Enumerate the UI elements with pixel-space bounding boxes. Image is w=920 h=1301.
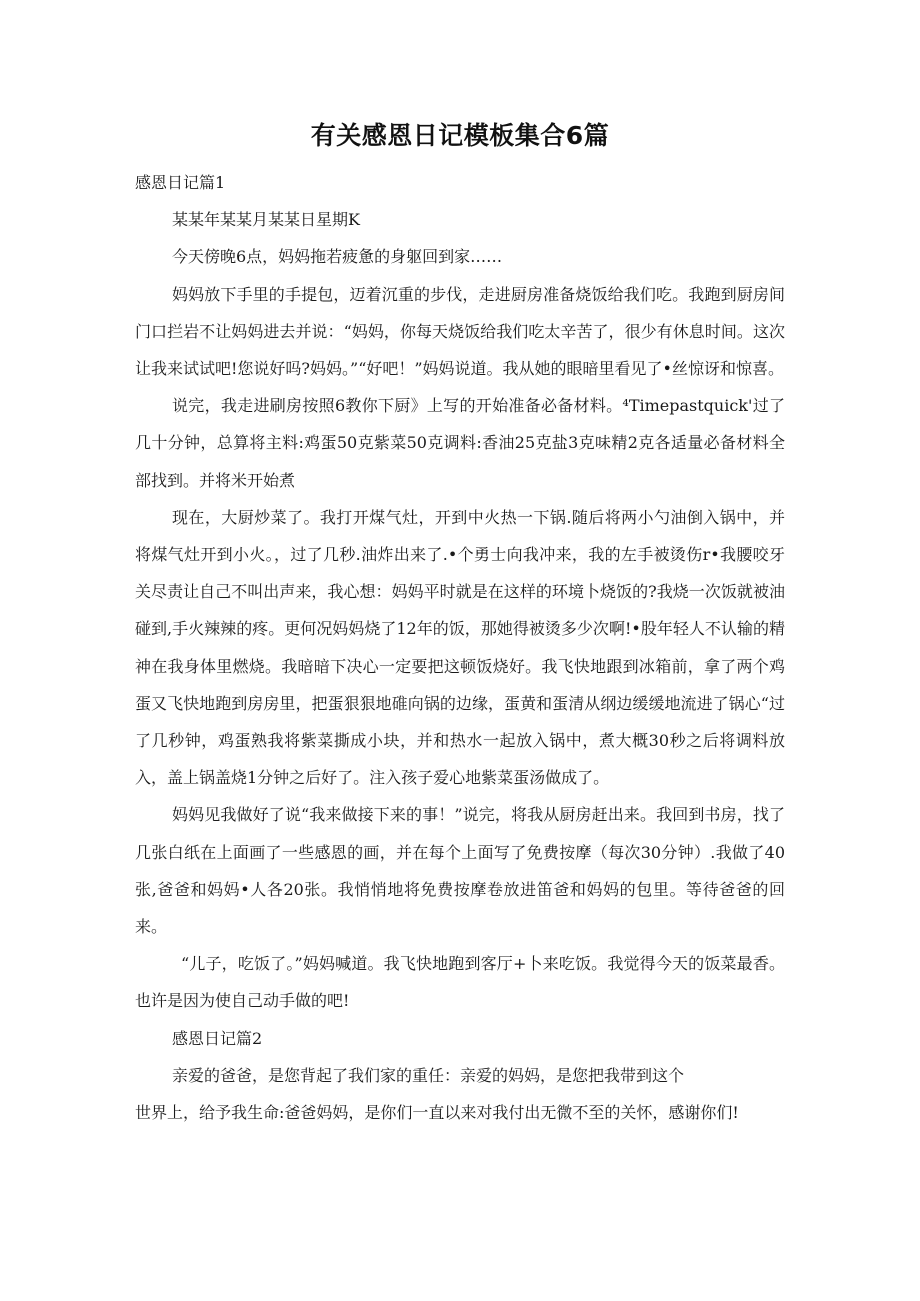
paragraph: 今天傍晚6点，妈妈拖若疲惫的身躯回到家…… <box>172 247 503 267</box>
paragraph-line: 世界上，给予我生命:爸爸妈妈，是你们一直以来对我付出无微不至的关怀，感谢你们! <box>135 1103 739 1123</box>
paragraph: 现在，大厨炒菜了。我打开煤气灶，开到中火热一下锅.随后将两小勺油倒入锅中，并将煤气灶开到小火。，过了几秒.油炸出来了.•个勇士向我冲来，我的左手被烫伤r•我腰咬牙关尽责让自己不叫出声来，我心想：妈妈平时就是在这样的环境卜烧饭的?我烧一次饭就被油碰到,手火辣辣的疼。更何况妈妈烧了12年的饭，那她得被烫多少次啊!•股年轻人不认输的精神在我身体里燃烧。我暗暗下决心一定要把这顿饭烧好。我飞快地跟到冰箱前，拿了两个鸡蛋又飞快地跑到房房里，把蛋狠狠地碓向锅的边缘，蛋黄和蛋清从纲边缓缓地流进了锅心“过了几秒钟，鸡蛋熟我将紫菜撕成小块，并和热水一起放入锅中，煮大概30秒之后将调料放入，盖上锅盖烧1分钟之后好了。注入孩子爱心地紫菜蛋汤做成了。 <box>135 507 785 788</box>
document-body <box>135 164 785 1131</box>
document-title: 有关感恩日记模板集合6篇 <box>310 121 610 150</box>
paragraph: 妈妈见我做好了说“我来做接下来的事！”说完，将我从厨房赶出来。我回到书房，找了几张白纸在上面画了一些感恩的画，并在每个上面写了免费按摩（每次30分钟）.我做了40张,爸爸和妈妈•人各20张。我悄悄地将免费按摩卷放进笛爸和妈妈的包里。等待爸爸的回来。 <box>135 805 785 937</box>
section-heading-1: 感恩日记篇1 <box>135 173 226 192</box>
paragraph-line: 亲爱的爸爸，是您背起了我们家的重任：亲爱的妈妈，是您把我带到这个 <box>172 1065 685 1085</box>
section-heading-2: 感恩日记篇2 <box>172 1028 263 1048</box>
paragraph: “儿子，吃饭了。”妈妈喊道。我飞快地跑到客厅+卜来吃饭。我觉得今天的饭菜最香。也许是因为使自己动手做的吧! <box>135 954 785 1011</box>
paragraph: 妈妈放下手里的手提包，迈着沉重的步伐，走进厨房准备烧饭给我们吃。我跑到厨房间门口拦岩不让妈妈进去并说：“妈妈，你每天烧饭给我们吃太辛苦了，很少有休息时间。这次让我来试试吧!您说好吗?妈妈。”“好吧！”妈妈说道。我从她的眼暗里看见了•丝惊讶和惊喜。 <box>135 284 785 379</box>
paragraph: 说完，我走进刷房按照6教你下厨》上写的开始准备必备材料。⁴Timepastquick'过了几十分钟，总算将主料:鸡蛋50克紫菜50克调料:香油25克盐3克味精2克各适量必备材料全部找到。并将米开始煮 <box>135 396 785 490</box>
diary-date-line: 某某年某某月某某日星期K <box>172 210 360 230</box>
